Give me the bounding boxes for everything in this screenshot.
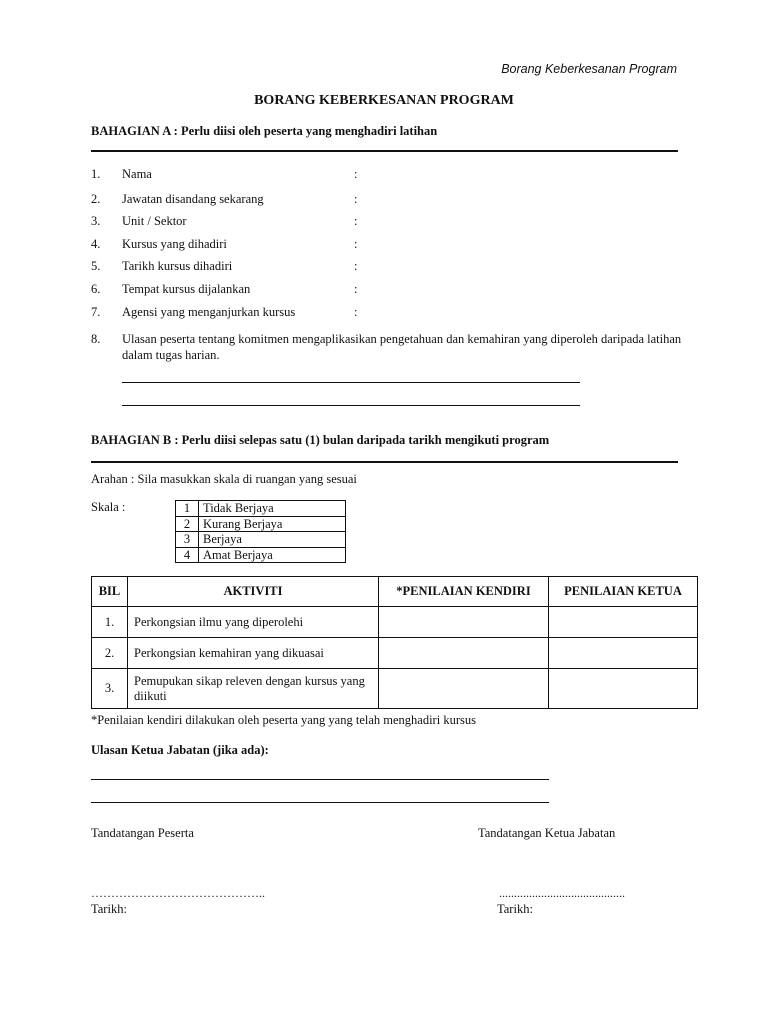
head-signature-line[interactable]: .......................................... <box>499 886 625 900</box>
field-label: Tempat kursus dijalankan <box>122 282 251 296</box>
q8-text-line1: Ulasan peserta tentang komitmen mengaplikasikan pengetahuan dan kemahiran yang diperoleh daripada latihan <box>122 332 682 346</box>
head-rating-cell[interactable] <box>549 638 698 669</box>
q8-answer-line[interactable] <box>122 382 580 383</box>
scale-number: 3 <box>176 532 199 548</box>
field-number: 1. <box>91 167 101 181</box>
activity-cell: Perkongsian kemahiran yang dikuasai <box>128 638 379 669</box>
head-date-label: Tarikh: <box>497 902 533 916</box>
comment-line[interactable] <box>91 779 549 780</box>
scale-table <box>175 500 346 563</box>
scale-description: Kurang Berjaya <box>199 516 346 532</box>
table-row <box>92 607 698 638</box>
field-label: Jawatan disandang sekarang <box>122 192 264 206</box>
field-label: Tarikh kursus dihadiri <box>122 259 233 273</box>
self-rating-cell[interactable] <box>379 638 549 669</box>
field-label: Nama <box>122 167 152 181</box>
participant-signature-line[interactable]: …………………………………….. <box>91 886 265 900</box>
field-number: 2. <box>91 192 101 206</box>
scale-row <box>176 501 346 517</box>
participant-signature-label: Tandatangan Peserta <box>91 826 194 840</box>
column-header-aktiviti: AKTIVITI <box>128 577 379 607</box>
scale-number: 4 <box>176 547 199 563</box>
row-number: 1. <box>92 607 128 638</box>
field-number: 3. <box>91 214 101 228</box>
column-header-penilaian-ketua: PENILAIAN KETUA <box>549 577 698 607</box>
head-signature-label: Tandatangan Ketua Jabatan <box>478 826 616 840</box>
scale-row <box>176 516 346 532</box>
scale-number: 2 <box>176 516 199 532</box>
activity-text-line1: Pemupukan sikap releven dengan kursus yang <box>134 673 365 688</box>
table-header-row <box>92 577 698 607</box>
section-a-rule <box>91 150 678 152</box>
footnote: *Penilaian kendiri dilakukan oleh peserta yang yang telah menghadiri kursus <box>91 713 476 727</box>
head-rating-cell[interactable] <box>549 669 698 709</box>
self-rating-cell[interactable] <box>379 607 549 638</box>
q8-answer-line[interactable] <box>122 405 580 406</box>
field-number: 5. <box>91 259 101 273</box>
scale-row <box>176 547 346 563</box>
field-colon: : <box>354 259 358 273</box>
field-colon: : <box>354 305 358 319</box>
field-label: Unit / Sektor <box>122 214 187 228</box>
column-header-bil: BIL <box>92 577 128 607</box>
activity-cell: Perkongsian ilmu yang diperolehi <box>128 607 379 638</box>
scale-label: Skala : <box>91 500 126 514</box>
field-number: 7. <box>91 305 101 319</box>
activity-table <box>91 576 698 709</box>
row-number: 2. <box>92 638 128 669</box>
field-colon: : <box>354 282 358 296</box>
section-a-heading: BAHAGIAN A : Perlu diisi oleh peserta yang menghadiri latihan <box>91 124 438 138</box>
comment-heading: Ulasan Ketua Jabatan (jika ada): <box>91 743 269 757</box>
comment-line[interactable] <box>91 802 549 803</box>
field-number: 4. <box>91 237 101 251</box>
field-number: 8. <box>91 332 101 346</box>
activity-cell <box>128 669 379 709</box>
scale-description: Amat Berjaya <box>199 547 346 563</box>
participant-date-label: Tarikh: <box>91 902 127 916</box>
running-header: Borang Keberkesanan Program <box>501 62 677 76</box>
table-row <box>92 669 698 709</box>
field-colon: : <box>354 192 358 206</box>
section-b-heading: BAHAGIAN B : Perlu diisi selepas satu (1) bulan daripada tarikh mengikuti program <box>91 433 550 447</box>
scale-number: 1 <box>176 501 199 517</box>
instruction-text: Arahan : Sila masukkan skala di ruangan yang sesuai <box>91 472 357 486</box>
column-header-penilaian-kendiri: *PENILAIAN KENDIRI <box>379 577 549 607</box>
section-b-rule <box>91 461 678 463</box>
field-colon: : <box>354 167 358 181</box>
activity-text-line2: diikuti <box>134 688 167 703</box>
scale-description: Berjaya <box>199 532 346 548</box>
head-rating-cell[interactable] <box>549 607 698 638</box>
table-row <box>92 638 698 669</box>
row-number: 3. <box>92 669 128 709</box>
field-colon: : <box>354 214 358 228</box>
field-number: 6. <box>91 282 101 296</box>
scale-description: Tidak Berjaya <box>199 501 346 517</box>
self-rating-cell[interactable] <box>379 669 549 709</box>
q8-text-line2: dalam tugas harian. <box>122 348 220 362</box>
field-colon: : <box>354 237 358 251</box>
scale-row <box>176 532 346 548</box>
form-title: BORANG KEBERKESANAN PROGRAM <box>254 93 514 108</box>
field-label: Kursus yang dihadiri <box>122 237 227 251</box>
field-label: Agensi yang menganjurkan kursus <box>122 305 296 319</box>
